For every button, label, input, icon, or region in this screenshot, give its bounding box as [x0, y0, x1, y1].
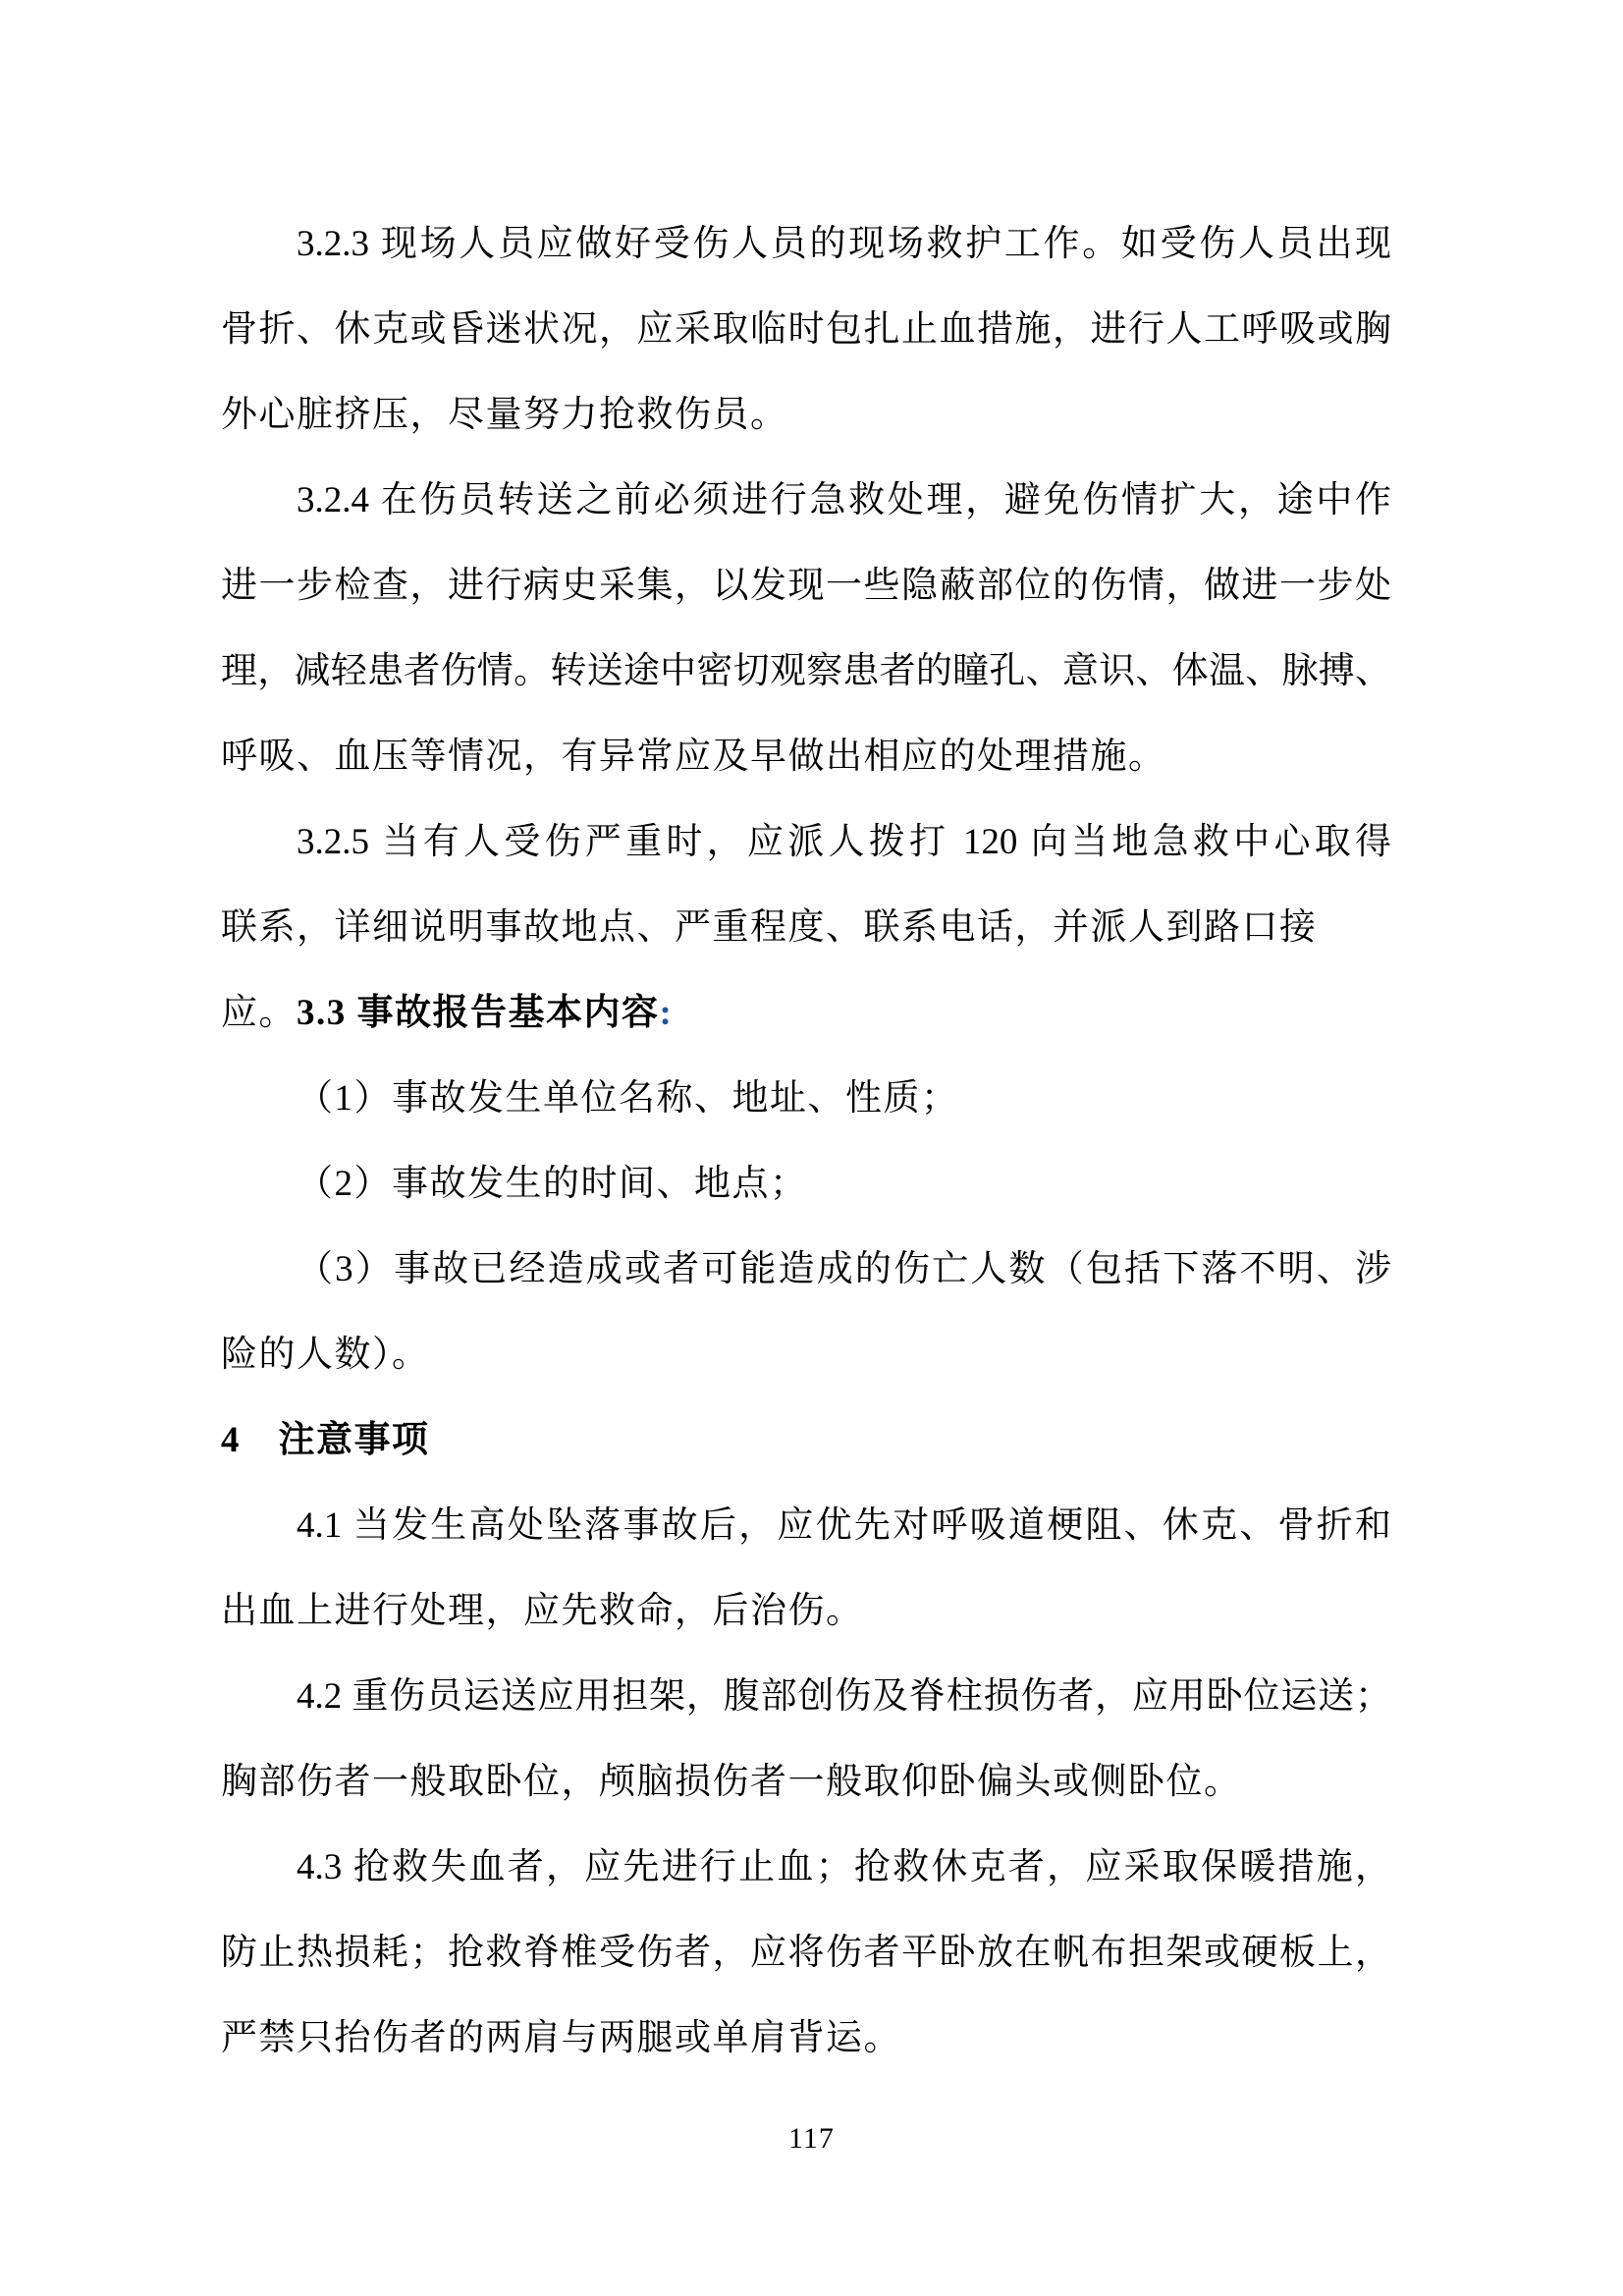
doc-line-325-2: 联系，详细说明事故地点、严重程度、联系电话，并派人到路口接应。 — [221, 907, 1318, 1033]
note-line-43-3: 严禁只抬伤者的两肩与两腿或单肩背运。 — [221, 2018, 901, 2058]
doc-line-323-1: 3.2.3 现场人员应做好受伤人员的现场救护工作。如受伤人员出现 — [297, 224, 1391, 264]
doc-line-324-4: 呼吸、血压等情况，有异常应及早做出相应的处理措施。 — [221, 737, 1166, 777]
report-item-3b: 险的人数）。 — [221, 1335, 430, 1375]
section-heading-3-3 — [221, 970, 1391, 1056]
doc-line-323-2: 骨折、休克或昏迷状况，应采取临时包扎止血措施，进行人工呼吸或胸 — [221, 309, 1391, 350]
document-body — [221, 201, 1391, 2081]
report-item-3a: （3）事故已经造成或者可能造成的伤亡人数（包括下落不明、涉 — [297, 1249, 1391, 1289]
note-line-41-1: 4.1 当发生高处坠落事故后，应优先对呼吸道梗阻、休克、骨折和 — [297, 1505, 1391, 1546]
page-number: 117 — [788, 2122, 835, 2155]
section-heading-3-3-text: 3.3 事故报告基本内容 — [297, 993, 660, 1033]
doc-line-323-3: 外心脏挤压，尽量努力抢救伤员。 — [221, 395, 788, 435]
doc-line-324-1: 3.2.4 在伤员转送之前必须进行急救处理，避免伤情扩大，途中作 — [297, 480, 1391, 520]
report-item-2: （2）事故发生的时间、地点； — [297, 1164, 808, 1204]
heading-colon: : — [659, 993, 674, 1033]
note-line-43-2: 防止热损耗；抢救脊椎受伤者，应将伤者平卧放在帆布担架或硬板上， — [221, 1933, 1391, 1973]
note-line-42-2: 胸部伤者一般取卧位，颅脑损伤者一般取仰卧偏头或侧卧位。 — [221, 1762, 1242, 1802]
section-heading-4: 4 注意事项 — [221, 1420, 430, 1460]
note-line-43-1: 4.3 抢救失血者，应先进行止血；抢救休克者，应采取保暖措施， — [297, 1847, 1391, 1887]
doc-line-324-3: 理，减轻患者伤情。转送途中密切观察患者的瞳孔、意识、体温、脉搏、 — [221, 651, 1391, 691]
report-item-1: （1）事故发生单位名称、地址、性质； — [297, 1078, 959, 1119]
doc-line-324-2: 进一步检查，进行病史采集，以发现一些隐蔽部位的伤情，做进一步处 — [221, 566, 1391, 606]
note-line-41-2: 出血上进行处理，应先救命，后治伤。 — [221, 1591, 864, 1631]
doc-line-325-1: 3.2.5 当有人受伤严重时，应派人拨打 120 向当地急救中心取得 — [297, 822, 1391, 862]
note-line-42-1: 4.2 重伤员运送应用担架，腹部创伤及脊柱损伤者，应用卧位运送； — [297, 1676, 1391, 1717]
